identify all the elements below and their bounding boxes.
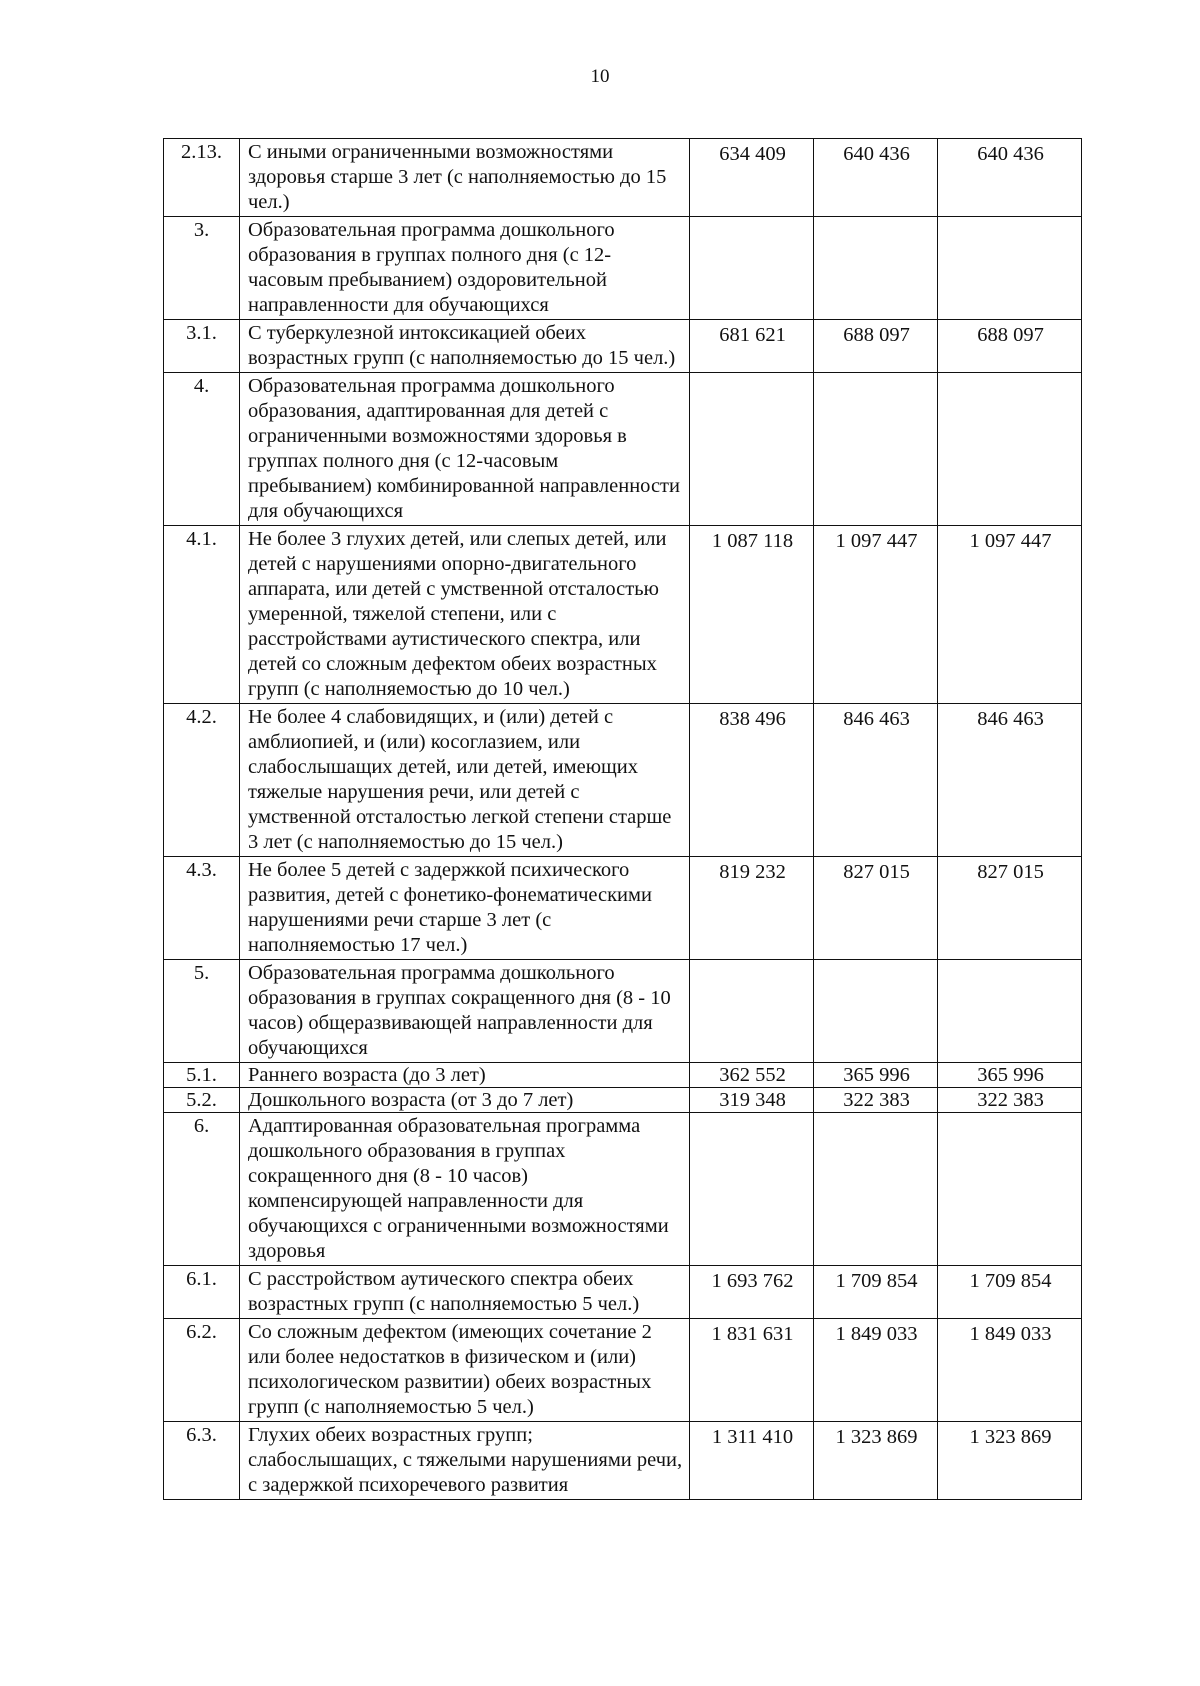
row-number: 6.3.: [164, 1422, 240, 1500]
row-description: С туберкулезной интоксикацией обеих возрастных групп (с наполняемостью до 15 чел.): [240, 320, 690, 373]
row-description: Образовательная программа дошкольного образования в группах полного дня (с 12-часовым пребыванием) оздоровительной направленности для обучающихся: [240, 217, 690, 320]
row-number: 3.: [164, 217, 240, 320]
value-col-2: [814, 217, 938, 320]
value-col-1: 1 831 631: [690, 1319, 814, 1422]
value-col-1: 319 348: [690, 1088, 814, 1113]
row-description: Не более 5 детей с задержкой психического развития, детей с фонетико-фонематическими нарушениями речи старше 3 лет (с наполняемостью 17 чел.): [240, 857, 690, 960]
value-col-2: 846 463: [814, 704, 938, 857]
value-col-3: 1 097 447: [938, 526, 1082, 704]
value-col-1: 1 311 410: [690, 1422, 814, 1500]
table-row: [164, 960, 1082, 1063]
table-row: [164, 1422, 1082, 1500]
value-col-2: 365 996: [814, 1063, 938, 1088]
row-description: Дошкольного возраста (от 3 до 7 лет): [240, 1088, 690, 1113]
value-col-1: 681 621: [690, 320, 814, 373]
value-col-1: 1 693 762: [690, 1266, 814, 1319]
table-row: [164, 217, 1082, 320]
row-description: Не более 4 слабовидящих, и (или) детей с амблиопией, и (или) косоглазием, или слабослышащих детей, или детей, имеющих тяжелые нарушения речи, или детей с умственной отсталостью легкой степени старше 3 лет (с наполняемостью до 15 чел.): [240, 704, 690, 857]
row-description: С иными ограниченными возможностями здоровья старше 3 лет (с наполняемостью до 15 чел.): [240, 139, 690, 217]
value-col-3: 1 323 869: [938, 1422, 1082, 1500]
row-number: 2.13.: [164, 139, 240, 217]
value-col-3: 640 436: [938, 139, 1082, 217]
value-col-1: [690, 373, 814, 526]
value-col-1: 819 232: [690, 857, 814, 960]
row-number: 4.1.: [164, 526, 240, 704]
table-row: [164, 373, 1082, 526]
value-col-3: [938, 1113, 1082, 1266]
value-col-1: 1 087 118: [690, 526, 814, 704]
table-row: [164, 1113, 1082, 1266]
value-col-3: 1 709 854: [938, 1266, 1082, 1319]
row-description: Глухих обеих возрастных групп; слабослышащих, с тяжелыми нарушениями речи, с задержкой психоречевого развития: [240, 1422, 690, 1500]
row-number: 6.1.: [164, 1266, 240, 1319]
row-number: 4.3.: [164, 857, 240, 960]
value-col-2: 1 323 869: [814, 1422, 938, 1500]
row-number: 5.1.: [164, 1063, 240, 1088]
value-col-2: 1 849 033: [814, 1319, 938, 1422]
value-col-2: [814, 373, 938, 526]
page-number: 10: [590, 66, 610, 87]
table-row: [164, 1319, 1082, 1422]
row-description: Раннего возраста (до 3 лет): [240, 1063, 690, 1088]
value-col-3: 688 097: [938, 320, 1082, 373]
value-col-3: [938, 960, 1082, 1063]
row-description: С расстройством аутического спектра обеих возрастных групп (с наполняемостью 5 чел.): [240, 1266, 690, 1319]
row-description: Адаптированная образовательная программа дошкольного образования в группах сокращенного дня (8 - 10 часов) компенсирующей направленности для обучающихся с ограниченными возможностями здоровья: [240, 1113, 690, 1266]
value-col-1: [690, 217, 814, 320]
row-description: Со сложным дефектом (имеющих сочетание 2 или более недостатков в физическом и (или) психологическом развитии) обеих возрастных групп (с наполняемостью 5 чел.): [240, 1319, 690, 1422]
value-col-3: 846 463: [938, 704, 1082, 857]
value-col-1: 634 409: [690, 139, 814, 217]
value-col-3: 827 015: [938, 857, 1082, 960]
row-number: 4.: [164, 373, 240, 526]
row-number: 4.2.: [164, 704, 240, 857]
row-number: 6.: [164, 1113, 240, 1266]
value-col-1: [690, 1113, 814, 1266]
table-row: [164, 1266, 1082, 1319]
value-col-3: [938, 373, 1082, 526]
value-col-2: 640 436: [814, 139, 938, 217]
value-col-1: 838 496: [690, 704, 814, 857]
table-row: [164, 857, 1082, 960]
row-description: Образовательная программа дошкольного образования в группах сокращенного дня (8 - 10 часов) общеразвивающей направленности для обучающихся: [240, 960, 690, 1063]
value-col-2: [814, 1113, 938, 1266]
table-row: [164, 704, 1082, 857]
value-col-1: [690, 960, 814, 1063]
table-row: [164, 320, 1082, 373]
row-description: Образовательная программа дошкольного образования, адаптированная для детей с ограниченными возможностями здоровья в группах полного дня (с 12-часовым пребыванием) комбинированной направленности для обучающихся: [240, 373, 690, 526]
row-description: Не более 3 глухих детей, или слепых детей, или детей с нарушениями опорно-двигательного аппарата, или детей с умственной отсталостью умеренной, тяжелой степени, или с расстройствами аутистического спектра, или детей со сложным дефектом обеих возрастных групп (с наполняемостью до 10 чел.): [240, 526, 690, 704]
row-number: 5.2.: [164, 1088, 240, 1113]
value-col-1: 362 552: [690, 1063, 814, 1088]
value-col-2: 1 097 447: [814, 526, 938, 704]
value-col-2: 322 383: [814, 1088, 938, 1113]
value-col-3: 322 383: [938, 1088, 1082, 1113]
value-col-3: [938, 217, 1082, 320]
value-col-3: 365 996: [938, 1063, 1082, 1088]
value-col-2: 1 709 854: [814, 1266, 938, 1319]
row-number: 5.: [164, 960, 240, 1063]
value-col-3: 1 849 033: [938, 1319, 1082, 1422]
table-row: [164, 1063, 1082, 1088]
value-col-2: 688 097: [814, 320, 938, 373]
table-row: [164, 139, 1082, 217]
value-col-2: 827 015: [814, 857, 938, 960]
row-number: 3.1.: [164, 320, 240, 373]
row-number: 6.2.: [164, 1319, 240, 1422]
budget-table: [163, 138, 1082, 1500]
table-row: [164, 1088, 1082, 1113]
table-row: [164, 526, 1082, 704]
value-col-2: [814, 960, 938, 1063]
